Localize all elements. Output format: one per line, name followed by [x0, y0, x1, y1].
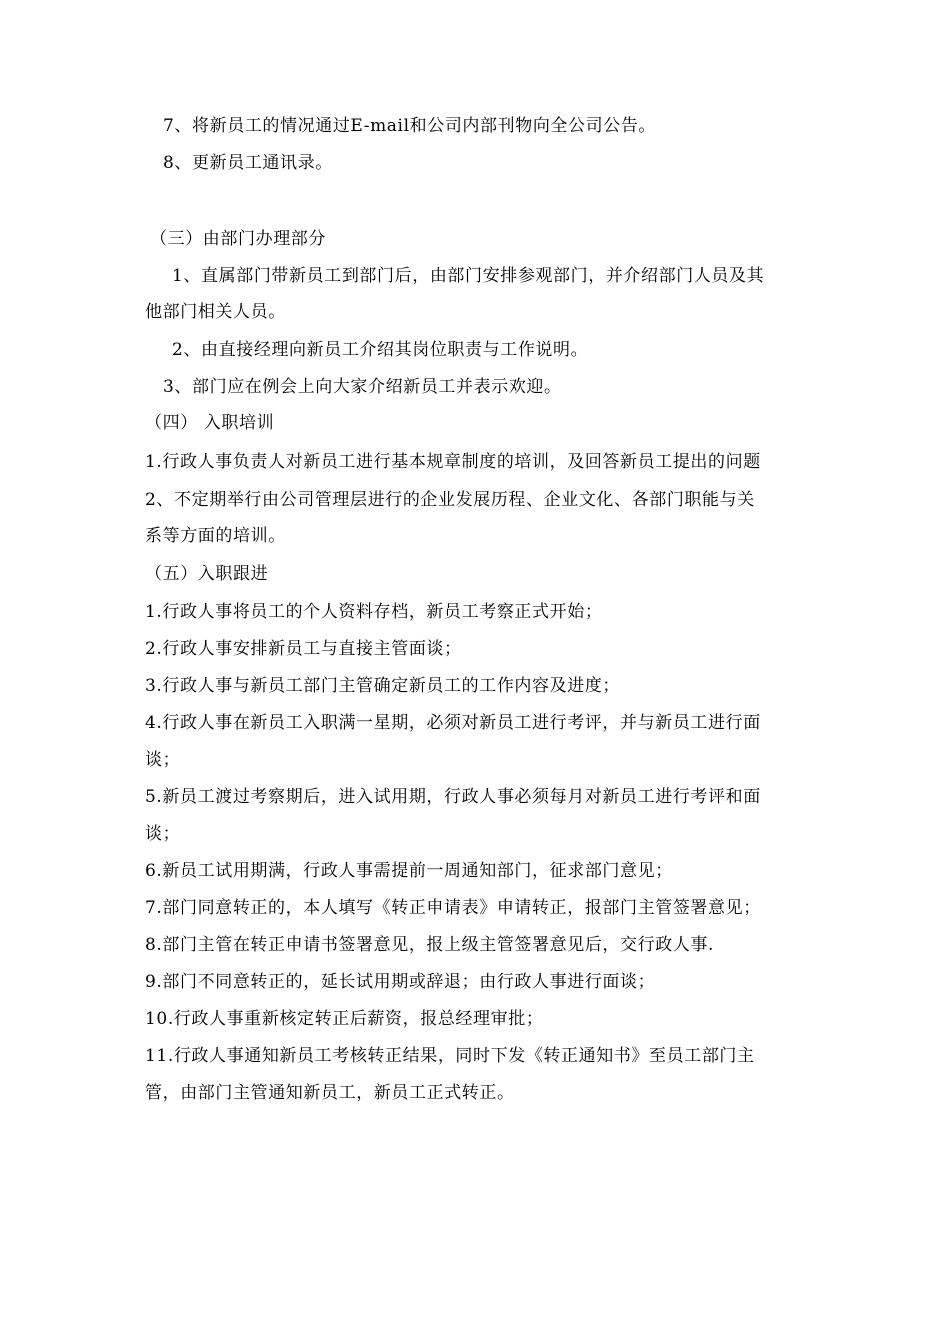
text-line-s5-item-7: 7.部门同意转正的，本人填写《转正申请表》申请转正，报部门主管签署意见；: [145, 898, 761, 918]
text-line-s5-item-5-cont: 谈；: [145, 824, 181, 844]
section-heading-5: （五）入职跟进: [145, 564, 269, 584]
section-heading-3: （三）由部门办理部分: [150, 229, 326, 249]
text-line-s3-item-1-cont: 他部门相关人员。: [145, 302, 286, 322]
text-line-item-7: 7、将新员工的情况通过E-mail和公司内部刊物向全公司公告。: [163, 116, 657, 136]
text-line-s5-item-11-cont: 管，由部门主管通知新员工，新员工正式转正。: [145, 1083, 515, 1103]
text-line-s3-item-1: 1、直属部门带新员工到部门后，由部门安排参观部门，并介绍部门人员及其: [172, 266, 765, 286]
text-line-s5-item-4-cont: 谈；: [145, 750, 181, 770]
text-line-s5-item-1: 1.行政人事将员工的个人资料存档，新员工考察正式开始；: [145, 602, 603, 622]
text-line-s5-item-2: 2.行政人事安排新员工与直接主管面谈；: [145, 639, 462, 659]
text-line-s5-item-6: 6.新员工试用期满，行政人事需提前一周通知部门，征求部门意见；: [145, 861, 673, 881]
text-line-s5-item-3: 3.行政人事与新员工部门主管确定新员工的工作内容及进度；: [145, 676, 621, 696]
text-line-s4-item-2: 2、不定期举行由公司管理层进行的企业发展历程、企业文化、各部门职能与关: [145, 490, 755, 510]
text-line-item-8: 8、更新员工通讯录。: [163, 153, 333, 173]
text-line-s3-item-3: 3、部门应在例会上向大家介绍新员工并表示欢迎。: [163, 377, 562, 397]
text-line-s3-item-2: 2、由直接经理向新员工介绍其岗位职责与工作说明。: [172, 340, 589, 360]
text-line-s5-item-10: 10.行政人事重新核定转正后薪资，报总经理审批；: [145, 1009, 544, 1029]
text-line-s5-item-8: 8.部门主管在转正申请书签署意见，报上级主管签署意见后，交行政人事.: [145, 935, 715, 955]
text-line-s5-item-11: 11.行政人事通知新员工考核转正结果，同时下发《转正通知书》至员工部门主: [145, 1046, 755, 1066]
text-line-s5-item-4: 4.行政人事在新员工入职满一星期，必须对新员工进行考评，并与新员工进行面: [145, 713, 761, 733]
section-heading-4: （四） 入职培训: [145, 413, 275, 433]
text-line-s4-item-1: 1.行政人事负责人对新员工进行基本规章制度的培训，及回答新员工提出的问题: [145, 452, 761, 472]
text-line-s5-item-5: 5.新员工渡过考察期后，进入试用期，行政人事必须每月对新员工进行考评和面: [145, 787, 761, 807]
text-line-s5-item-9: 9.部门不同意转正的，延长试用期或辞退；由行政人事进行面谈；: [145, 972, 656, 992]
text-line-s4-item-2-cont: 系等方面的培训。: [145, 526, 286, 546]
